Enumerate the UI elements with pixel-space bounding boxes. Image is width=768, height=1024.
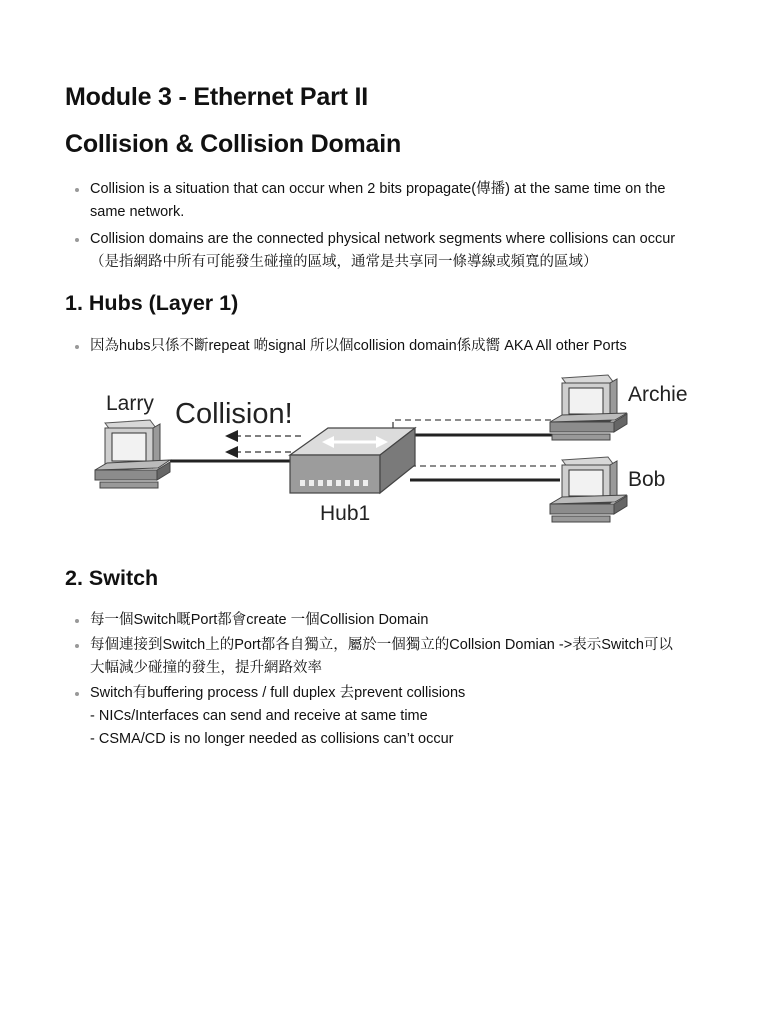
switch-heading: 2. Switch: [65, 566, 159, 590]
bob-computer-icon: [550, 457, 627, 522]
list-item: [72, 228, 712, 274]
list-item-text: - CSMA/CD is no longer needed as collisions can’t occur: [90, 731, 454, 747]
list-item-text: 每一個Switch嘅Port都會create 一個Collision Domain: [90, 612, 429, 628]
list-item: [72, 682, 712, 751]
bob-label: Bob: [628, 468, 666, 491]
hubs-heading: 1. Hubs (Layer 1): [65, 291, 239, 315]
list-item-text: （是指網路中所有可能發生碰撞的區域，通常是共享同一條導線或頻寬的區域）: [90, 254, 598, 270]
list-item-text: same network.: [90, 204, 185, 220]
list-item: [72, 178, 712, 224]
list-item-text: Switch有buffering process / full duplex 去prevent collisions: [90, 685, 466, 701]
larry-computer-icon: [95, 420, 170, 488]
larry-label: Larry: [106, 392, 154, 415]
list-item-text: - NICs/Interfaces can send and receive at same time: [90, 708, 428, 724]
list-item: [72, 609, 712, 632]
switch-list: [72, 609, 712, 755]
hub1-label: Hub1: [320, 502, 371, 525]
list-item: [72, 634, 712, 680]
list-item-text: Collision domains are the connected physical network segments where collisions can occur: [90, 231, 676, 247]
list-item-text: 每個連接到Switch上的Port都各自獨立，屬於一個獨立的Collsion Domian ->表示Switch可以: [90, 637, 673, 653]
hub-collision-diagram: [90, 370, 700, 540]
module-title: Module 3 - Ethernet Part II: [65, 83, 368, 111]
list-item-text: 大幅減少碰撞的發生，提升網路效率: [90, 660, 322, 676]
archie-label: Archie: [628, 383, 688, 406]
list-item: [72, 335, 712, 358]
hubs-list: [72, 335, 712, 362]
archie-computer-icon: [550, 375, 627, 440]
collision-label: Collision!: [175, 398, 293, 430]
hub1-device-icon: [290, 428, 415, 493]
list-item-text: Collision is a situation that can occur when 2 bits propagate(傳播) at the same time on the: [90, 181, 666, 197]
intro-list: [72, 178, 712, 278]
topic-title: Collision & Collision Domain: [65, 130, 402, 158]
list-item-text: 因為hubs只係不斷repeat 啲signal 所以個collision domain係成嚮 AKA All other Ports: [90, 338, 627, 354]
arrow-head-icon: [225, 446, 238, 458]
arrow-head-icon: [225, 430, 238, 442]
